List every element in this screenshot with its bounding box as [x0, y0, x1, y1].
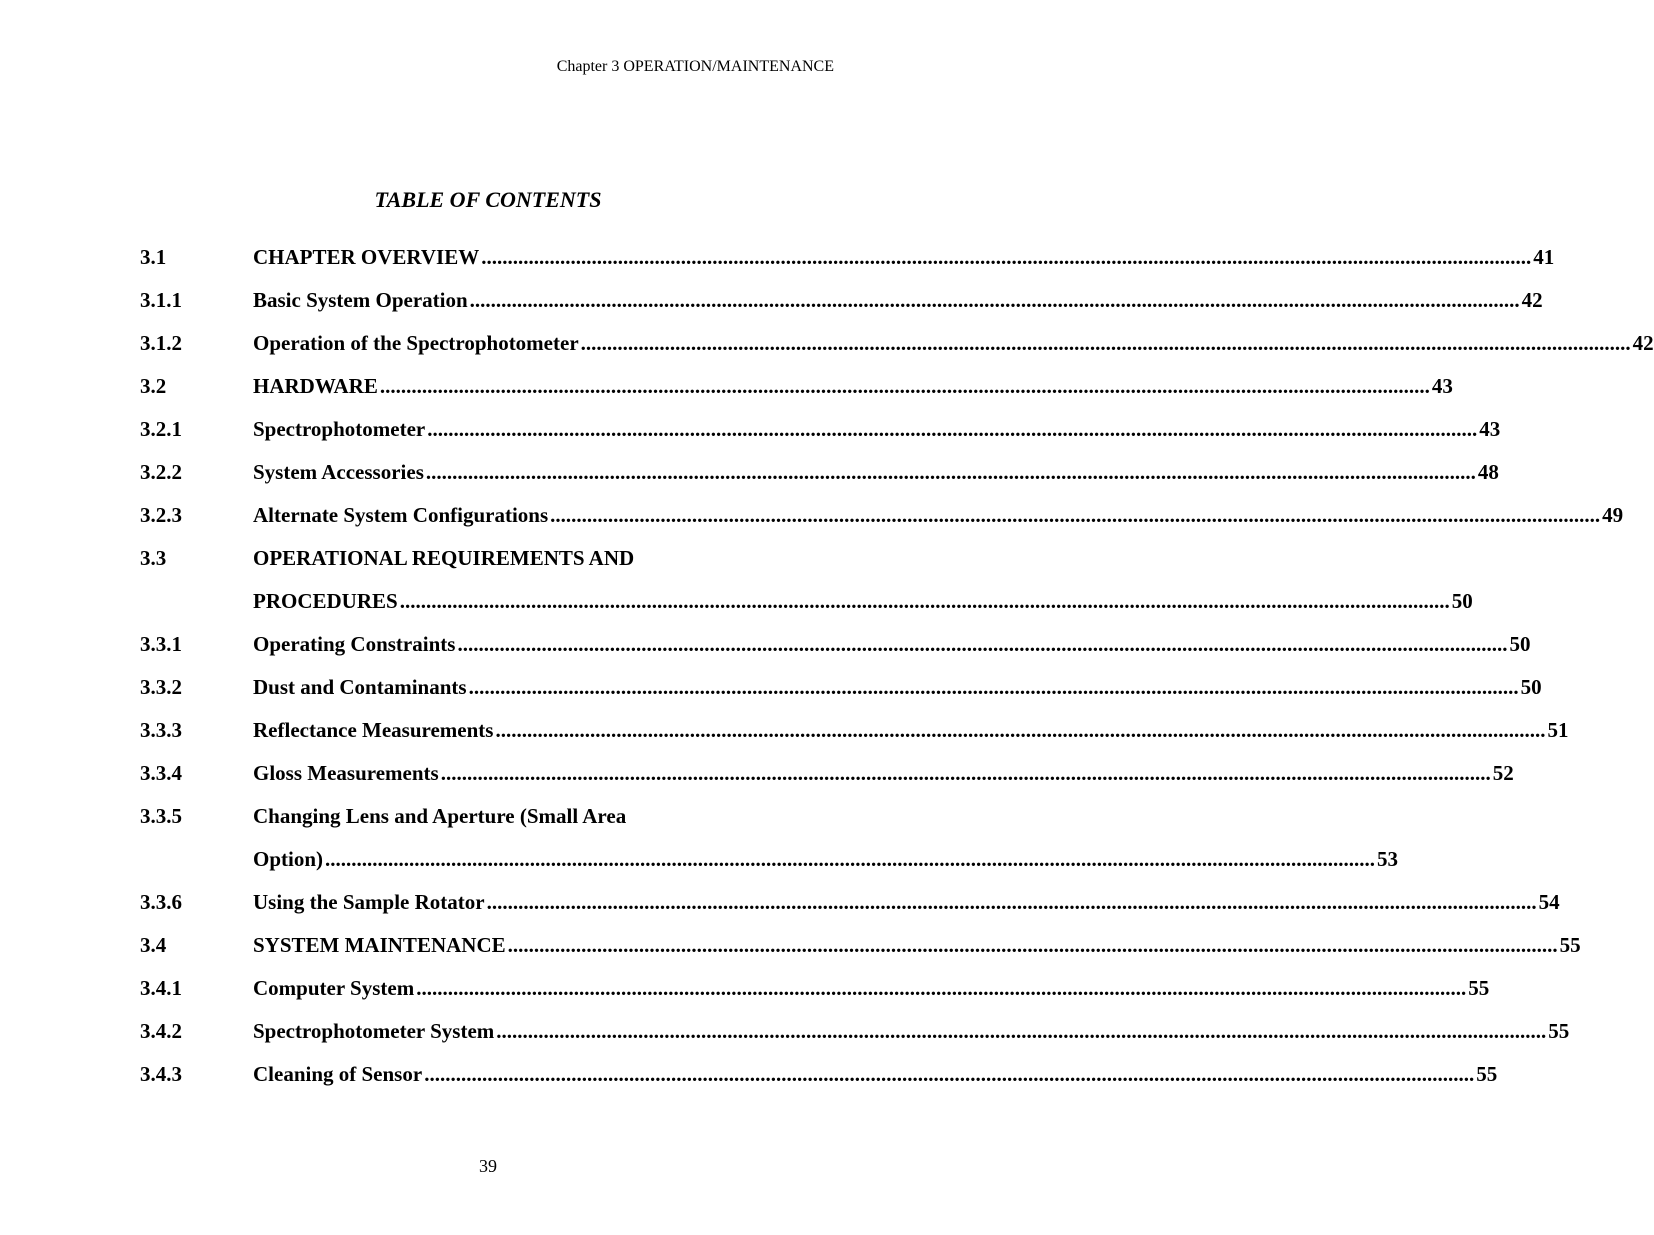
toc-section-title: CHAPTER OVERVIEW	[253, 245, 480, 269]
toc-entry	[140, 838, 1399, 881]
toc-dot-leader: ........................................................................................................................................................................................................	[580, 331, 1631, 355]
toc-section-title: Basic System Operation	[253, 288, 468, 312]
toc-section-number: 3.3.2	[140, 675, 182, 699]
toc-entry	[140, 709, 1569, 752]
toc-section-number: 3.2.1	[140, 417, 182, 441]
toc-page-number: 55	[1468, 976, 1490, 1000]
toc-page-number: 53	[1377, 847, 1399, 871]
toc-entry	[140, 666, 1542, 709]
toc-dot-leader: ........................................................................................................................................................................................................	[486, 890, 1537, 914]
toc-dot-leader: ........................................................................................................................................................................................................	[495, 718, 1546, 742]
toc-page-number: 54	[1538, 890, 1560, 914]
toc-section-title: Alternate System Configurations	[253, 503, 549, 527]
toc-dot-leader: ........................................................................................................................................................................................................	[440, 761, 1491, 785]
toc-entry-line	[253, 881, 1560, 924]
toc-section-number: 3.1.1	[140, 288, 182, 312]
toc-dot-leader: ........................................................................................................................................................................................................	[424, 1062, 1475, 1086]
toc-entry-line	[253, 408, 1501, 451]
toc-page-number: 42	[1521, 288, 1543, 312]
toc-entry-line	[253, 795, 815, 838]
toc-section-title: Spectrophotometer System	[253, 1019, 495, 1043]
toc-entry-line	[253, 537, 815, 580]
toc-page-number: 42	[1632, 331, 1654, 355]
toc-dot-leader: ........................................................................................................................................................................................................	[325, 847, 1376, 871]
toc-title: TABLE OF CONTENTS	[374, 187, 602, 212]
toc-section-title: Computer System	[253, 976, 415, 1000]
toc-section-title: Option)	[253, 847, 324, 871]
toc-entry-line	[253, 365, 1453, 408]
toc-dot-leader: ........................................................................................................................................................................................................	[469, 288, 1520, 312]
toc-page-number: 41	[1533, 245, 1555, 269]
toc-dot-leader: ........................................................................................................................................................................................................	[425, 460, 1476, 484]
toc-section-title: PROCEDURES	[253, 589, 398, 613]
toc-entry-line	[253, 1010, 1570, 1053]
toc-section-title: Changing Lens and Aperture (Small Area	[253, 804, 627, 828]
toc-dot-leader: ........................................................................................................................................................................................................	[379, 374, 1430, 398]
toc-entry	[140, 322, 1654, 365]
toc-section-number: 3.4.1	[140, 976, 182, 1000]
toc-entry	[140, 580, 1473, 623]
toc-entry-line	[253, 709, 1569, 752]
toc-entry-line	[253, 838, 1399, 881]
toc-entry-line	[253, 752, 1514, 795]
toc-section-number: 3.4.3	[140, 1062, 182, 1086]
toc-entry	[140, 795, 815, 838]
toc-entry-line	[253, 666, 1542, 709]
toc-page-number: 50	[1509, 632, 1531, 656]
toc-dot-leader: ........................................................................................................................................................................................................	[427, 417, 1478, 441]
toc-section-number: 3.3.1	[140, 632, 182, 656]
toc-section-number: 3.3.3	[140, 718, 182, 742]
toc-section-number: 3.4.2	[140, 1019, 182, 1043]
toc-section-title: Dust and Contaminants	[253, 675, 467, 699]
toc-section-title: System Accessories	[253, 460, 424, 484]
toc-entry-line	[253, 967, 1490, 1010]
toc-entry	[140, 1010, 1570, 1053]
toc-page-number: 55	[1559, 933, 1581, 957]
toc-section-number: 3.3.6	[140, 890, 182, 914]
toc-section-number: 3.3.4	[140, 761, 182, 785]
toc-entry-line	[253, 623, 1531, 666]
toc-section-number: 3.1	[140, 245, 167, 269]
toc-page-number: 43	[1431, 374, 1453, 398]
toc-dot-leader: ........................................................................................................................................................................................................	[550, 503, 1601, 527]
toc-page-number: 43	[1479, 417, 1501, 441]
toc-entry	[140, 537, 815, 580]
toc-entry-line	[253, 494, 1624, 537]
toc-section-number: 3.2.2	[140, 460, 182, 484]
toc-section-number: 3.1.2	[140, 331, 182, 355]
toc-section-number: 3.2.3	[140, 503, 182, 527]
toc-page-number: 48	[1477, 460, 1499, 484]
toc-entry-line	[253, 1053, 1498, 1096]
toc-page-number: 55	[1476, 1062, 1498, 1086]
toc-entry	[140, 752, 1514, 795]
toc-section-title: Gloss Measurements	[253, 761, 439, 785]
toc-entry	[140, 365, 1453, 408]
toc-page-number: 55	[1548, 1019, 1570, 1043]
toc-entry-line	[253, 924, 1581, 967]
toc-dot-leader: ........................................................................................................................................................................................................	[496, 1019, 1547, 1043]
toc-section-title: Operation of the Spectrophotometer	[253, 331, 579, 355]
toc-page-number: 49	[1602, 503, 1624, 527]
toc-section-title: Operating Constraints	[253, 632, 456, 656]
toc-entry	[140, 967, 1490, 1010]
running-header: Chapter 3 OPERATION/MAINTENANCE	[556, 58, 834, 75]
toc-dot-leader: ........................................................................................................................................................................................................	[457, 632, 1508, 656]
toc-dot-leader: ........................................................................................................................................................................................................	[416, 976, 1467, 1000]
page-number: 39	[479, 1156, 497, 1176]
toc-entry-line	[253, 236, 1555, 279]
toc-section-title: Reflectance Measurements	[253, 718, 494, 742]
toc-entry	[140, 236, 1555, 279]
toc-entry	[140, 279, 1543, 322]
toc-page-number: 50	[1520, 675, 1542, 699]
toc-dot-leader: ........................................................................................................................................................................................................	[399, 589, 1450, 613]
toc-entry	[140, 494, 1624, 537]
toc-entry-line	[253, 451, 1499, 494]
toc-page-number: 52	[1492, 761, 1514, 785]
toc-entry	[140, 623, 1531, 666]
toc-section-number: 3.3.5	[140, 804, 182, 828]
toc-section-title: Using the Sample Rotator	[253, 890, 485, 914]
toc-list	[140, 236, 1654, 1096]
toc-entry	[140, 451, 1499, 494]
toc-section-title: OPERATIONAL REQUIREMENTS AND	[253, 546, 635, 570]
toc-dot-leader: ........................................................................................................................................................................................................	[507, 933, 1558, 957]
toc-section-title: HARDWARE	[253, 374, 378, 398]
toc-section-title: Cleaning of Sensor	[253, 1062, 423, 1086]
toc-section-number: 3.4	[140, 933, 167, 957]
toc-entry	[140, 408, 1501, 451]
toc-section-number: 3.2	[140, 374, 167, 398]
toc-entry	[140, 881, 1560, 924]
toc-page-number: 50	[1451, 589, 1473, 613]
toc-section-title: Spectrophotometer	[253, 417, 426, 441]
toc-dot-leader: ........................................................................................................................................................................................................	[468, 675, 1519, 699]
toc-entry-line	[253, 322, 1654, 365]
toc-entry	[140, 924, 1581, 967]
toc-section-number: 3.3	[140, 546, 167, 570]
toc-page-number: 51	[1547, 718, 1569, 742]
toc-entry	[140, 1053, 1498, 1096]
toc-dot-leader: ........................................................................................................................................................................................................	[481, 245, 1532, 269]
toc-entry-line	[253, 279, 1543, 322]
toc-entry-line	[253, 580, 1473, 623]
toc-section-title: SYSTEM MAINTENANCE	[253, 933, 506, 957]
